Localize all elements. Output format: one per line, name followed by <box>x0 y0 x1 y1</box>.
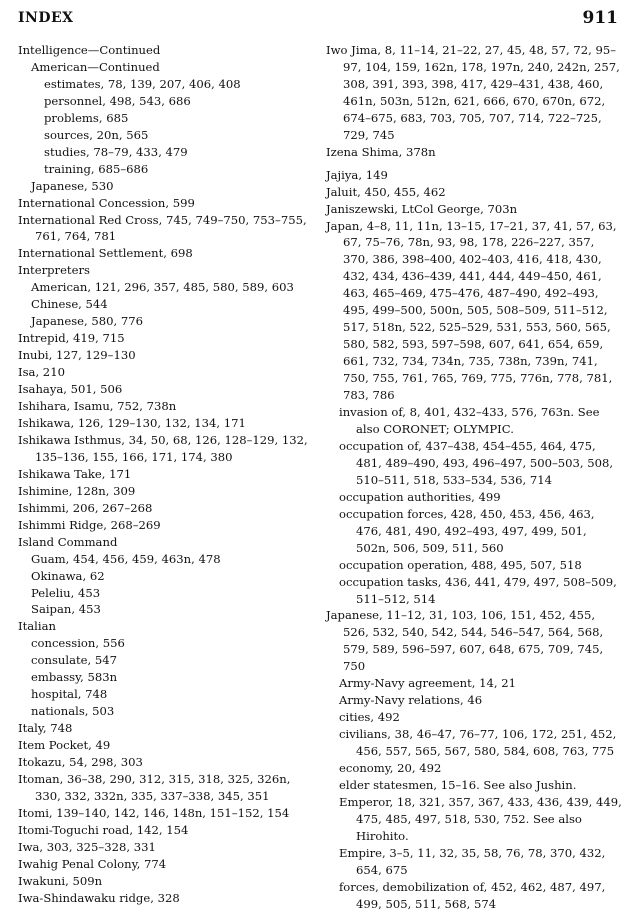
index-entry: Jajiya, 149 <box>326 167 388 182</box>
index-entry: Italian <box>18 619 56 634</box>
index-entry: Intrepid, 419, 715 <box>18 331 125 346</box>
index-entry: Iwahig Penal Colony, 774 <box>18 856 167 871</box>
index-subentry: consulate, 547 <box>31 653 117 668</box>
index-column-left <box>18 42 312 907</box>
index-entry: Ishimmi Ridge, 268–269 <box>18 517 161 532</box>
index-subentry: Emperor, 18, 321, 357, 367, 433, 436, 439, 449, 475, 485, 497, 518, 530, 752. See also Hirohito. <box>339 794 626 843</box>
index-entry: Ishihara, Isamu, 752, 738n <box>18 399 177 414</box>
index-subentry: Guam, 454, 456, 459, 463n, 478 <box>31 551 221 566</box>
index-subentry: occupation authorities, 499 <box>339 489 501 504</box>
index-column-right <box>326 42 626 913</box>
index-entry: Japan, 4–8, 11, 11n, 13–15, 17–21, 37, 41, 57, 63, 67, 75–76, 78n, 93, 98, 178, 226–227, 357, 370, 386, 398–400, 402–403, 416, 418, 430, 432, 434, 436–439, 441, 444, 449–450, 461, 463, 465–469, 475–476, 487–490, 492–493, 495, 499–500, 500n, 505, 508–509, 511–512, 517, 518n, 522, 525–529, 531, 553, 560, 565, 580, 582, 593, 597–598, 607, 641, 654, 659, 661, 732, 734, 734n, 735, 738n, 739n, 741, 750, 755, 761, 765, 769, 775, 776n, 778, 781, 783, 786 <box>326 218 621 403</box>
index-entry: Japanese, 11–12, 31, 103, 106, 151, 452, 455, 526, 532, 540, 542, 544, 546–547, 564, 568, 579, 589, 596–597, 607, 648, 675, 709, 745, 750 <box>326 608 607 674</box>
index-entry: Inubi, 127, 129–130 <box>18 348 136 363</box>
index-subentry: cities, 492 <box>339 710 400 725</box>
index-entry: Island Command <box>18 534 118 549</box>
index-subentry: Japanese, 530 <box>31 178 114 193</box>
index-subentry: studies, 78–79, 433, 479 <box>44 144 188 159</box>
index-entry: Izena Shima, 378n <box>326 144 436 159</box>
index-entry: Isahaya, 501, 506 <box>18 382 123 397</box>
index-entry: Isa, 210 <box>18 365 65 380</box>
index-entry: Iwa, 303, 325–328, 331 <box>18 839 156 854</box>
index-subentry: invasion of, 8, 401, 432–433, 576, 763n. See also CORONET; OLYMPIC. <box>339 405 604 436</box>
index-subentry: Army-Navy relations, 46 <box>339 693 483 708</box>
index-subentry: occupation of, 437–438, 454–455, 464, 475, 481, 489–490, 493, 496–497, 500–503, 508, 510–511, 518, 533–534, 536, 714 <box>339 438 617 487</box>
index-subentry: occupation forces, 428, 450, 453, 456, 463, 476, 481, 490, 492–493, 497, 499, 501, 502n, 506, 509, 511, 560 <box>339 506 599 555</box>
index-entry: Ishikawa Take, 171 <box>18 466 132 481</box>
index-subentry: civilians, 38, 46–47, 76–77, 106, 172, 251, 452, 456, 557, 565, 567, 580, 584, 608, 763, 775 <box>339 727 621 759</box>
index-subentry: concession, 556 <box>31 636 125 651</box>
index-subentry: Empire, 3–5, 11, 32, 35, 58, 76, 78, 370, 432, 654, 675 <box>339 845 610 877</box>
index-entry: Itomi-Toguchi road, 142, 154 <box>18 822 189 837</box>
index-entry: Iwakuni, 509n <box>18 873 103 888</box>
index-subentry: forces, demobilization of, 452, 462, 487, 497, 499, 505, 511, 568, 574 <box>339 879 610 911</box>
index-entry: Itokazu, 54, 298, 303 <box>18 755 143 770</box>
index-entry: Interpreters <box>18 263 90 278</box>
section-heading: INDEX <box>18 10 74 26</box>
page-number: 911 <box>582 8 618 28</box>
index-entry: Janiszewski, LtCol George, 703n <box>326 201 518 216</box>
index-subentry: Saipan, 453 <box>31 602 101 617</box>
index-subentry: training, 685–686 <box>44 161 149 176</box>
index-subentry: Japanese, 580, 776 <box>31 314 144 329</box>
index-subentry: American, 121, 296, 357, 485, 580, 589, 603 <box>31 280 294 295</box>
index-subentry: estimates, 78, 139, 207, 406, 408 <box>44 76 241 91</box>
index-entry: Intelligence—Continued <box>18 43 161 57</box>
index-subentry: American—Continued <box>31 59 160 74</box>
index-entry: Ishimine, 128n, 309 <box>18 483 136 498</box>
index-entry: Itoman, 36–38, 290, 312, 315, 318, 325, 326n, 330, 332, 332n, 335, 337–338, 345, 351 <box>18 771 295 803</box>
index-subentry: occupation tasks, 436, 441, 479, 497, 508–509, 511–512, 514 <box>339 574 621 606</box>
index-entry: International Red Cross, 745, 749–750, 753–755, 761, 764, 781 <box>18 212 311 244</box>
index-subentry: Army-Navy agreement, 14, 21 <box>339 676 517 691</box>
index-subentry: economy, 20, 492 <box>339 761 442 776</box>
index-subentry: occupation operation, 488, 495, 507, 518 <box>339 557 582 572</box>
index-subentry: sources, 20n, 565 <box>44 127 149 142</box>
index-entry: Italy, 748 <box>18 721 73 736</box>
index-entry: Jaluit, 450, 455, 462 <box>326 184 446 199</box>
index-subentry: embassy, 583n <box>31 670 118 685</box>
index-entry: Ishikawa Isthmus, 34, 50, 68, 126, 128–129, 132, 135–136, 155, 166, 171, 174, 380 <box>18 432 312 464</box>
index-subentry: elder statesmen, 15–16. See also Jushin. <box>339 777 577 792</box>
index-entry: Iwo Jima, 8, 11–14, 21–22, 27, 45, 48, 57, 72, 95–97, 104, 159, 162n, 178, 197n, 240, 242n, 257, 308, 391, 393, 398, 417, 429–431, 438, 460, 461n, 503n, 512n, 621, 666, 670, 670n, 672, 674–675, 683, 703, 705, 707, 714, 722–725, 729, 745 <box>326 43 624 142</box>
index-subentry: hospital, 748 <box>31 687 108 702</box>
index-entry: Ishikawa, 126, 129–130, 132, 134, 171 <box>18 415 246 430</box>
index-entry: Ishimmi, 206, 267–268 <box>18 500 153 515</box>
index-subentry: Chinese, 544 <box>31 297 108 312</box>
index-subentry: personnel, 498, 543, 686 <box>44 93 191 108</box>
index-subentry: Okinawa, 62 <box>31 568 105 583</box>
index-entry: International Settlement, 698 <box>18 246 193 261</box>
index-entry: International Concession, 599 <box>18 195 195 210</box>
index-entry: Itomi, 139–140, 142, 146, 148n, 151–152, 154 <box>18 805 290 820</box>
index-subentry: nationals, 503 <box>31 704 115 719</box>
index-entry: Item Pocket, 49 <box>18 738 111 753</box>
index-subentry: problems, 685 <box>44 110 129 125</box>
index-subentry: Peleliu, 453 <box>31 585 101 600</box>
index-entry: Iwa-Shindawaku ridge, 328 <box>18 890 180 905</box>
